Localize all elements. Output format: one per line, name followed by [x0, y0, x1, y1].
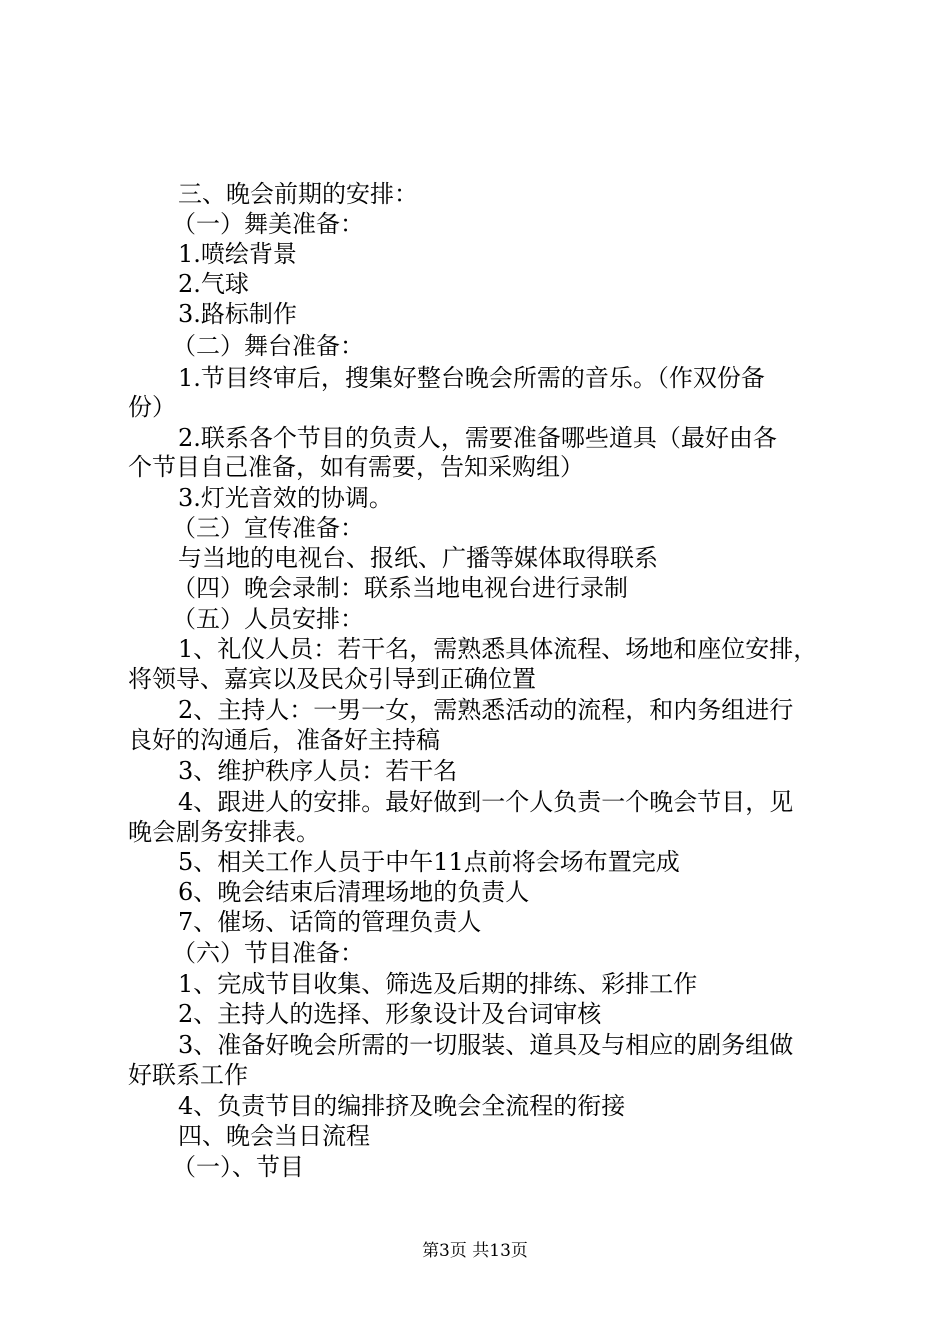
subsection-heading: （四）晚会录制：联系当地电视台进行录制 [172, 574, 628, 602]
subsection-heading: （六）节目准备： [172, 939, 364, 967]
paragraph-line: 好联系工作 [128, 1061, 248, 1089]
section-heading-4: 四、晚会当日流程 [178, 1122, 370, 1150]
paragraph-line: 7、催场、话筒的管理负责人 [178, 908, 482, 936]
paragraph-line: 2.联系各个节目的负责人，需要准备哪些道具（最好由各 [178, 424, 777, 452]
paragraph-line: 份） [128, 393, 176, 421]
paragraph-line: 1、完成节目收集、筛选及后期的排练、彩排工作 [178, 970, 698, 998]
list-item: 3.灯光音效的协调。 [178, 484, 393, 512]
paragraph-line: 2、主持人：一男一女，需熟悉活动的流程，和内务组进行 [178, 696, 794, 724]
subsection-heading: （一）舞美准备： [172, 210, 364, 238]
paragraph-line: 晚会剧务安排表。 [128, 818, 320, 846]
paragraph-line: 1.节目终审后，搜集好整台晚会所需的音乐。（作双份备 [178, 364, 765, 392]
paragraph-line: 良好的沟通后，准备好主持稿 [128, 726, 440, 754]
paragraph-line: 6、晚会结束后清理场地的负责人 [178, 878, 530, 906]
paragraph-line: 2、主持人的选择、形象设计及台词审核 [178, 1000, 602, 1028]
subsection-heading: （二）舞台准备： [172, 332, 364, 360]
paragraph-line: 5、相关工作人员于中午11点前将会场布置完成 [178, 848, 680, 876]
subsection-heading: （五）人员安排： [172, 605, 364, 633]
page-footer: 第3页 共13页 [422, 1241, 528, 1261]
subsection-heading: （三）宣传准备： [172, 514, 364, 542]
paragraph-line: 4、跟进人的安排。最好做到一个人负责一个晚会节目，见 [178, 788, 794, 816]
paragraph-line: 个节目自己准备，如有需要，告知采购组） [128, 453, 584, 481]
list-item: 3.路标制作 [178, 300, 297, 328]
paragraph-line: 3、准备好晚会所需的一切服装、道具及与相应的剧务组做 [178, 1031, 794, 1059]
section-heading-3: 三、晚会前期的安排： [178, 180, 418, 208]
paragraph-line: 1、礼仪人员：若干名，需熟悉具体流程、场地和座位安排， [178, 635, 818, 663]
paragraph-line: 4、负责节目的编排挤及晚会全流程的衔接 [178, 1092, 626, 1120]
list-item: 1.喷绘背景 [178, 240, 297, 268]
paragraph-line: 3、维护秩序人员：若干名 [178, 757, 458, 785]
paragraph-line: 将领导、嘉宾以及民众引导到正确位置 [128, 665, 536, 693]
subsection-heading: （一）、节目 [172, 1153, 304, 1181]
list-item: 2.气球 [178, 270, 249, 298]
paragraph-line: 与当地的电视台、报纸、广播等媒体取得联系 [178, 544, 658, 572]
